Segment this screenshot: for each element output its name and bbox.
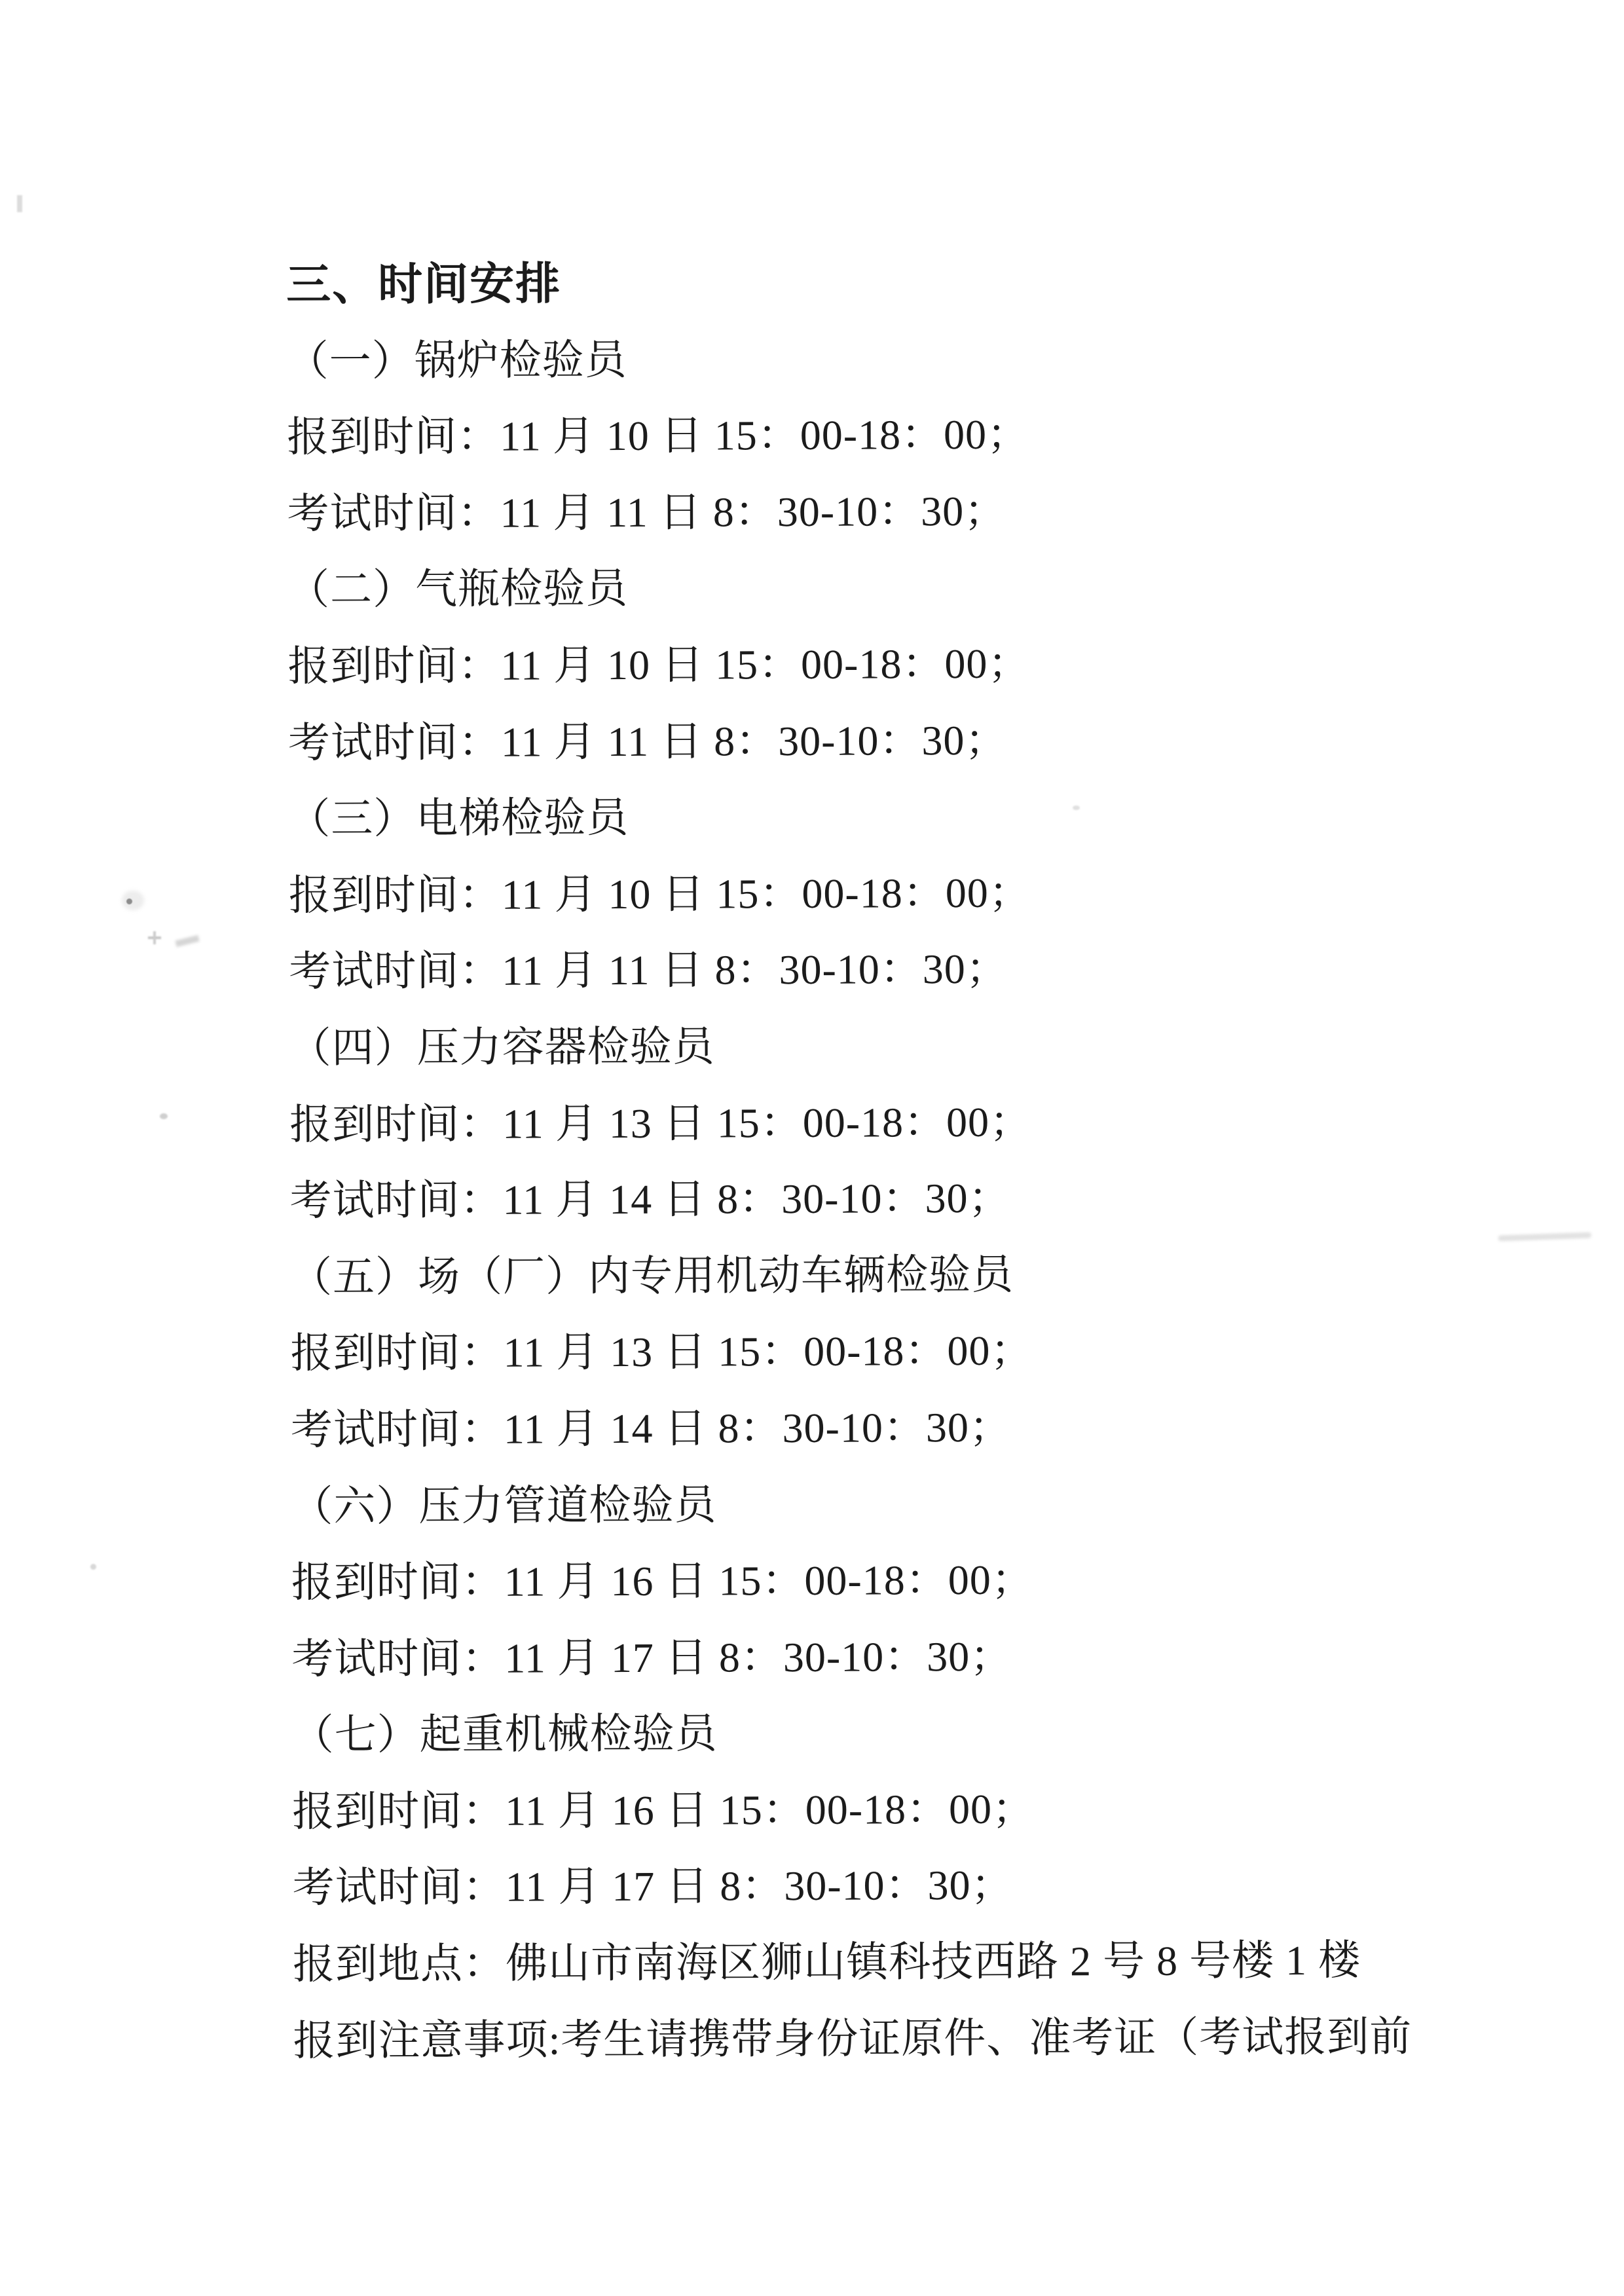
section-2-title: （二）气瓶检验员: [287, 565, 629, 614]
checkin-location: 报到地点：佛山市南海区狮山镇科技西路 2 号 8 号楼 1 楼: [292, 1936, 1361, 1988]
section-3-exam-time: 考试时间：11 月 11 日 8：30-10：30；: [289, 946, 1008, 995]
scan-artifact: [160, 1113, 168, 1119]
scan-artifact: [148, 936, 161, 939]
section-6-exam-time: 考试时间：11 月 17 日 8：30-10：30；: [291, 1633, 1013, 1682]
section-7-exam-time: 考试时间：11 月 17 日 8：30-10：30；: [292, 1862, 1014, 1912]
checkin-notes: 报到注意事项:考生请携带身份证原件、准考证（考试报到前: [293, 2013, 1412, 2064]
section-3-checkin-time: 报到时间：11 月 10 日 15：00-18：00；: [288, 869, 1031, 919]
section-1-checkin-time: 报到时间：11 月 10 日 15：00-18：00；: [286, 411, 1030, 461]
section-7-checkin-time: 报到时间：11 月 16 日 15：00-18：00；: [292, 1785, 1035, 1835]
section-5-exam-time: 考试时间：11 月 14 日 8：30-10：30；: [290, 1403, 1012, 1453]
section-2-exam-time: 考试时间：11 月 11 日 8：30-10：30；: [287, 716, 1008, 766]
section-6-checkin-time: 报到时间：11 月 16 日 15：00-18：00；: [291, 1556, 1034, 1606]
section-4-title: （四）压力容器检验员: [289, 1023, 715, 1071]
section-6-title: （六）压力管道检验员: [291, 1481, 717, 1530]
section-5-title: （五）场（厂）内专用机动车辆检验员: [289, 1251, 1014, 1301]
document-body: [286, 242, 1538, 2080]
scan-artifact: [153, 931, 156, 944]
section-3-title: （三）电梯检验员: [288, 794, 629, 843]
section-5-checkin-time: 报到时间：11 月 13 日 15：00-18：00；: [290, 1327, 1033, 1377]
heading-schedule: 三、时间安排: [286, 259, 562, 310]
section-4-exam-time: 考试时间：11 月 14 日 8：30-10：30；: [289, 1174, 1011, 1225]
section-1-exam-time: 考试时间：11 月 11 日 8：30-10：30；: [287, 487, 1007, 537]
section-7-title: （七）起重机械检验员: [291, 1710, 718, 1759]
section-2-checkin-time: 报到时间：11 月 10 日 15：00-18：00；: [287, 640, 1031, 690]
scan-artifact: [126, 898, 132, 904]
scan-artifact: [90, 1564, 96, 1570]
section-4-checkin-time: 报到时间：11 月 13 日 15：00-18：00；: [289, 1098, 1033, 1148]
scan-artifact: [175, 935, 199, 947]
scan-artifact: [17, 195, 22, 212]
scan-artifact: [122, 891, 144, 910]
section-1-title: （一）锅炉检验员: [286, 336, 627, 384]
